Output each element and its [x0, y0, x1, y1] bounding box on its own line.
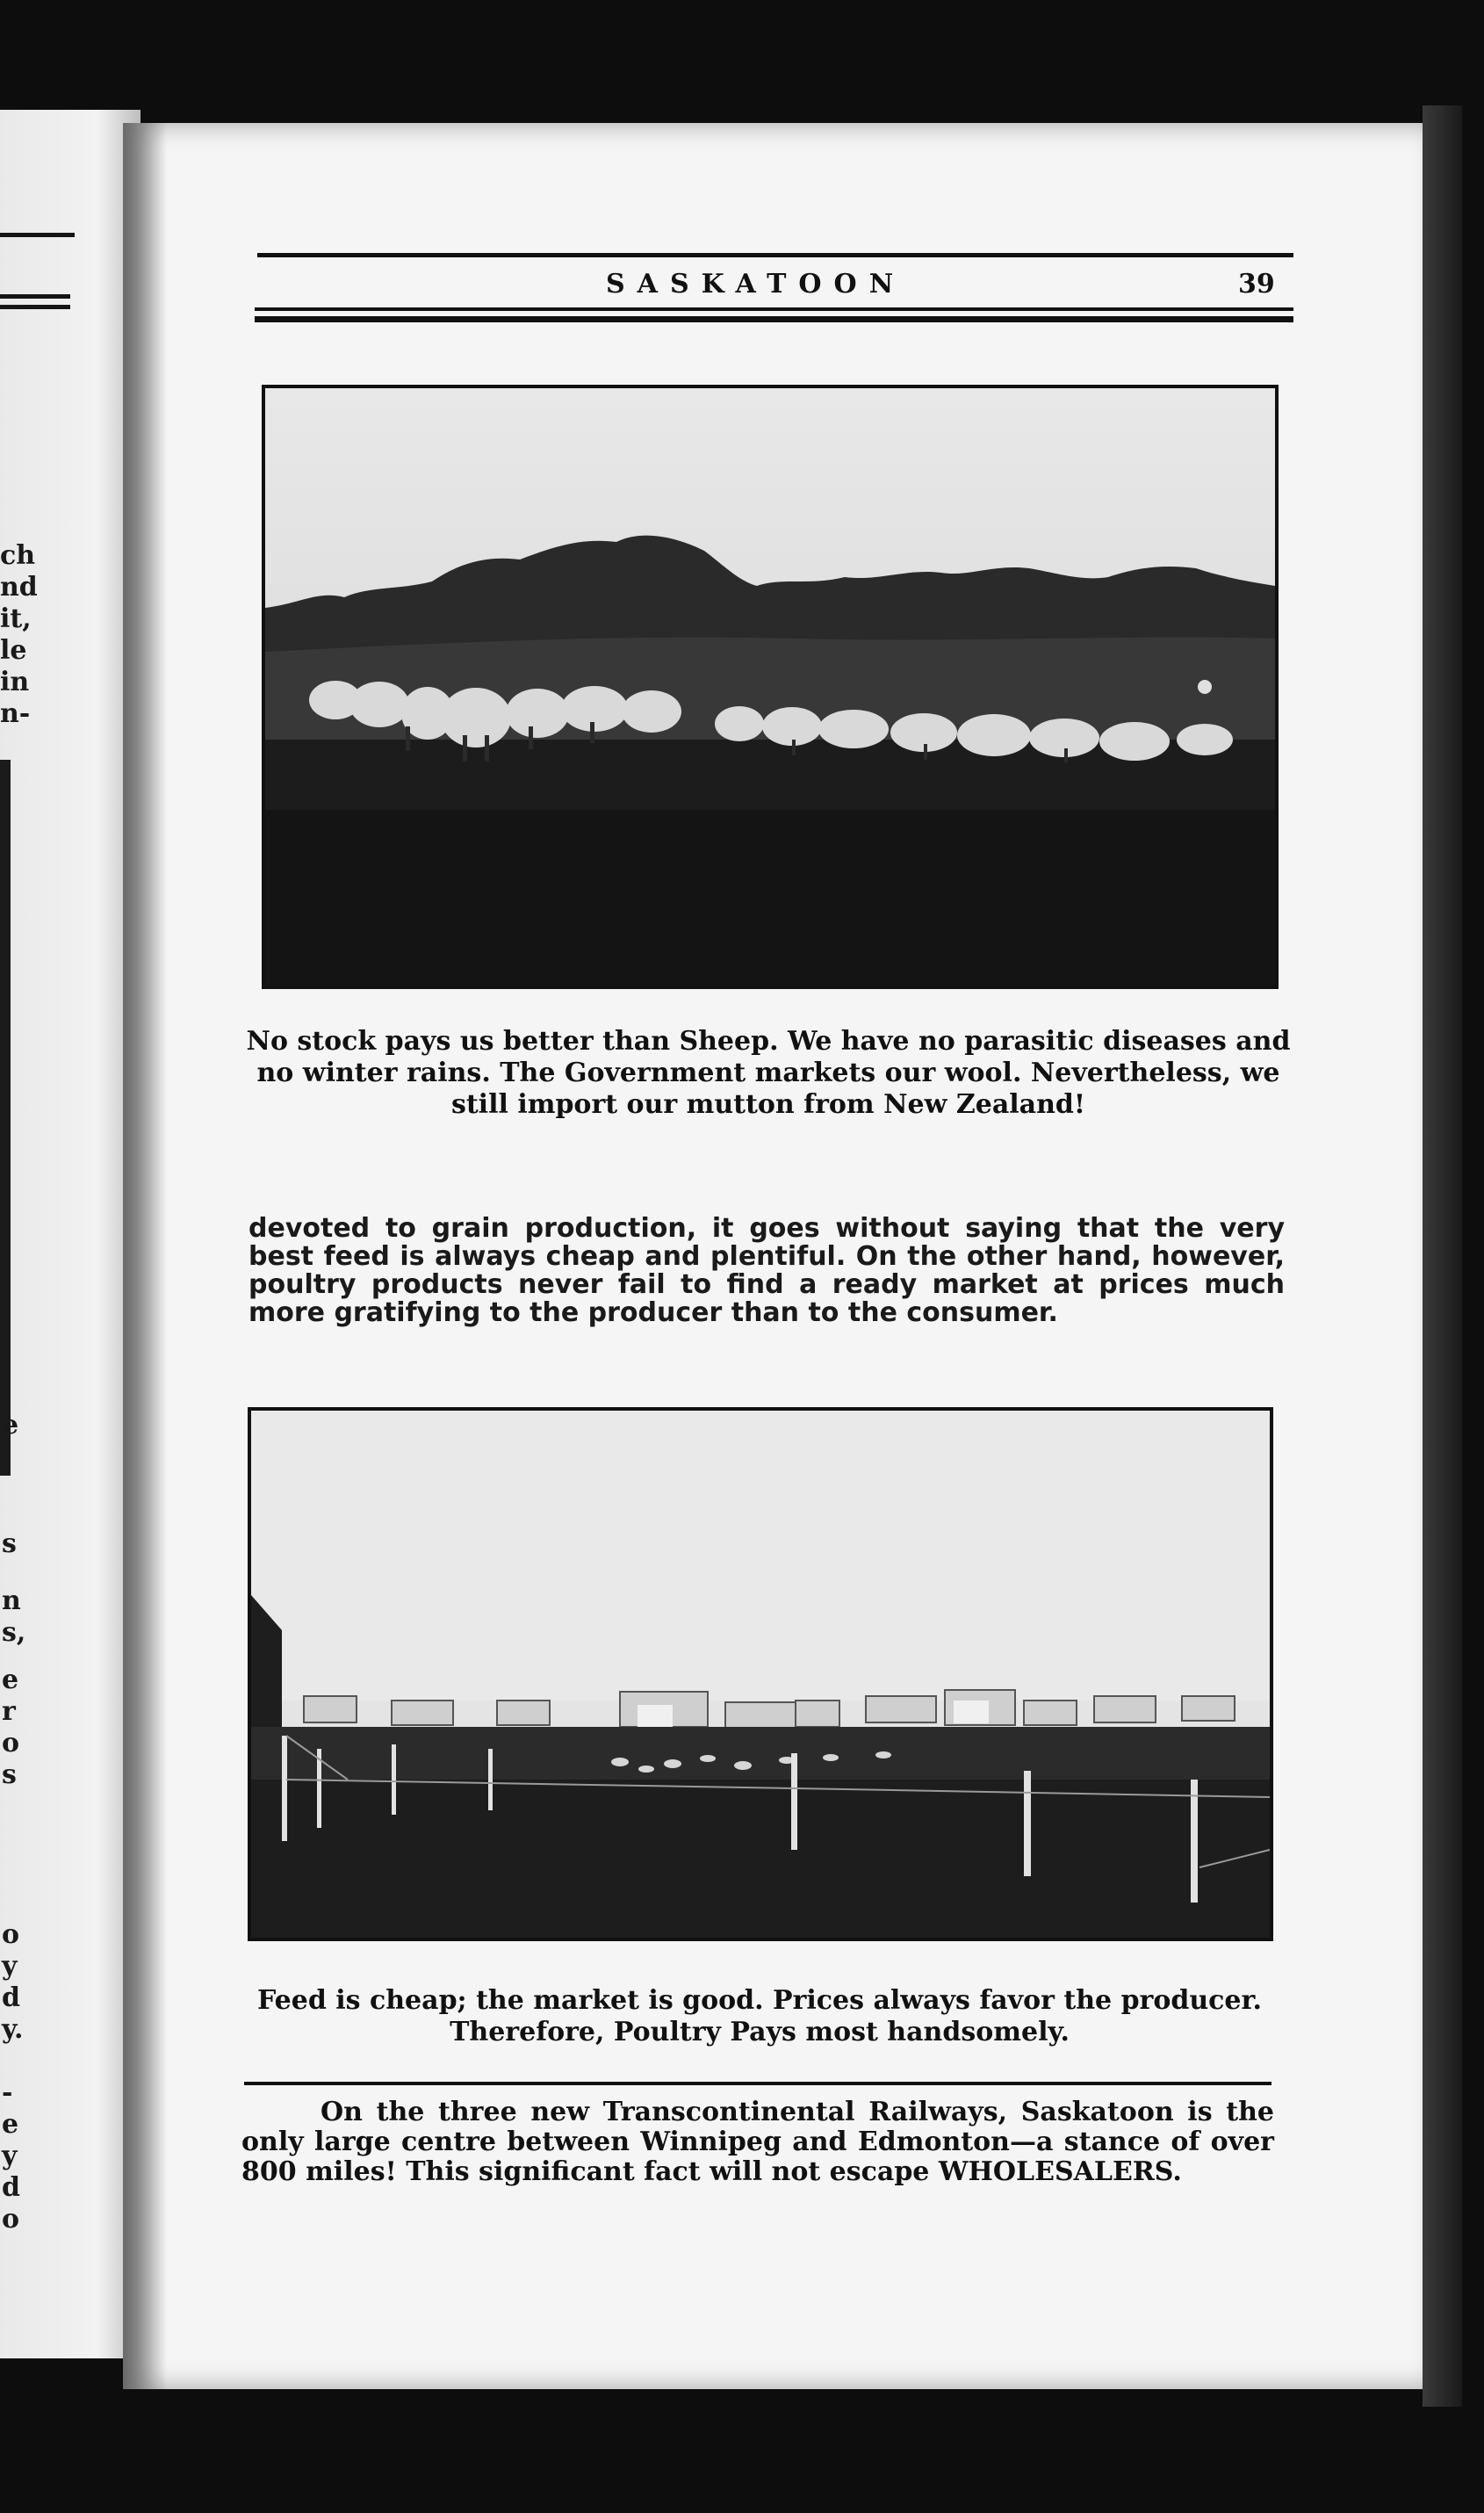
left-text-fragment: e r o s: [2, 1665, 20, 1790]
left-header-rule: [0, 233, 75, 237]
previous-page-fragment: [0, 110, 140, 2358]
left-text-fragment: s: [2, 1528, 17, 1559]
body-paragraph: devoted to grain production, it goes without saying that the very best feed is always cheap and plentiful. On the other hand, however, poultry products never fail to find a ready market at prices much more gratifying to the producer than to the consumer.: [249, 1213, 1285, 1328]
left-text-fragment: e: [2, 1410, 19, 1441]
running-head-title: SASKATOON: [606, 269, 906, 300]
page-edge-binding: [1423, 105, 1462, 2407]
left-text-fragment: o y d y.: [2, 1919, 24, 2045]
closing-paragraph: On the three new Transcontinental Railways, Saskatoon is the only large centre between Winnipeg and Edmonton—a stance of over 800 miles! This significant fact will not escape WHOLESALERS.: [241, 2097, 1274, 2187]
poultry-farm-image: [251, 1411, 1270, 1938]
header-bottom-rule-thick: [255, 316, 1293, 322]
header-bottom-rule: [255, 307, 1293, 311]
page-number: 39: [1238, 269, 1275, 300]
left-text-fragment: - e y d o: [2, 2077, 20, 2235]
left-text-fragment: ch nd it, le in n-: [0, 540, 38, 729]
closing-rule: [244, 2082, 1271, 2085]
sheep-photo: [262, 385, 1279, 989]
header-top-rule: [257, 253, 1293, 257]
left-photo-edge: [0, 760, 11, 1476]
poultry-caption: Feed is cheap; the market is good. Prices always favor the producer. Therefore, Poultry Pays most handsomely.: [256, 1985, 1262, 2047]
sheep-photo-image: [265, 388, 1275, 986]
gutter-shadow: [123, 123, 167, 2389]
left-text-fragment: n s,: [2, 1585, 26, 1648]
sheep-caption: No stock pays us better than Sheep. We have no parasitic diseases and no winter rains. The Government markets our wool. Nevertheless, we still import our mutton from New Zealand!: [246, 1026, 1291, 1120]
left-header-rule-double: [0, 294, 70, 299]
poultry-farm-photo: [248, 1407, 1273, 1941]
left-header-rule-double: [0, 305, 70, 309]
